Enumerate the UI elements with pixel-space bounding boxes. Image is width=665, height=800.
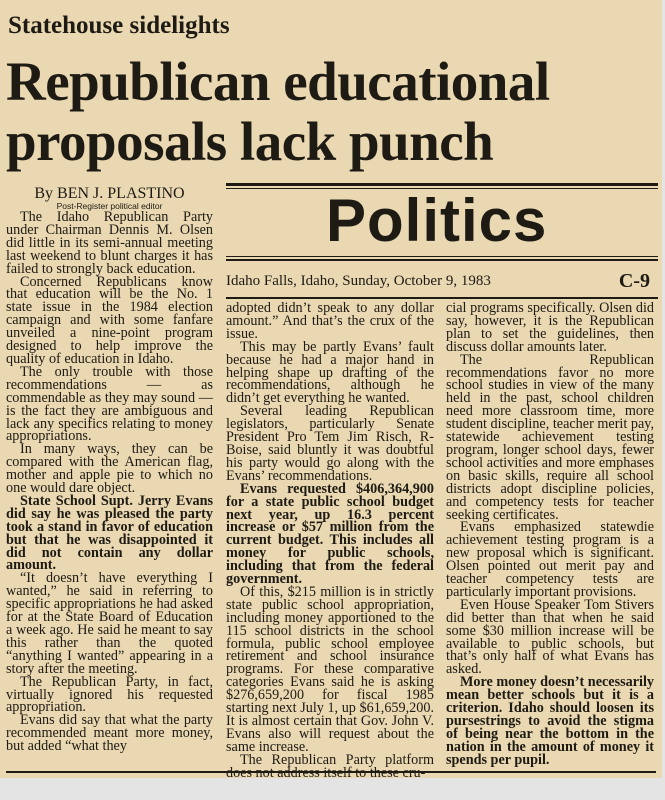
section-title: Politics <box>326 187 548 254</box>
paragraph: The Republican Party, in fact, virtually ignored his requested appropriation. <box>6 673 213 716</box>
divider <box>226 256 658 257</box>
paragraph: Of this, $215 million is in strictly state public school appropriation, including money apportioned to the 115 school districts in the school formula, public school employee retirement and school insurance programs. For these comparative categories Evans said he is asking $276,659,200 for fiscal 1985 starting next July 1, up $61,659,200. It is almost certain that Gov. John V. Evans also will request about the same increase. <box>226 583 434 755</box>
paragraph: In many ways, they can be compared with the American flag, mother and apple pie to which no one would dare object. <box>6 441 213 497</box>
paragraph: The Idaho Republican Party under Chairman Dennis M. Olsen did little in its semi-annual meeting last weekend to blunt charges it has failed to strongly back education. <box>6 209 213 277</box>
kicker: Statehouse sidelights <box>8 12 230 39</box>
headline-line: proposals lack punch <box>6 111 494 172</box>
headline-line: Republican educational <box>6 51 550 112</box>
dateline: Idaho Falls, Idaho, Sunday, October 9, 1983 <box>226 273 491 289</box>
paragraph: State School Supt. Jerry Evans did say he was pleased the party took a stand in favor of education but that he was disappointed it did not contain any dollar amount. <box>6 492 213 574</box>
paragraph: The Republican recommendations favor no more school studies in view of the many held in the past, school children need more classroom time, more student discipline, teacher merit pay, statewide achievement testing program, longer school days, fewer school activities and more emphases on basic skills, require all school districts adopt discipline policies, and competency tests for teacher seeking certificates. <box>446 351 654 523</box>
paragraph: Evans emphasized statewdie achievement testing program is a new proposal which is significant. Olsen pointed out merit pay and teacher competency tests are particularly important provisions. <box>446 519 654 600</box>
paragraph: Evans requested $406,364,900 for a state public school budget next year, up 16.3 percent increase or $57 million from the current budget. This includes all money for public schools, including that from the federal government. <box>226 480 434 588</box>
column-2 <box>226 302 434 780</box>
paragraph: This may be partly Evans’ fault because he had a major hand in helping shape up drafting of the recommendations, although he didn’t get everything he wanted. <box>226 338 434 407</box>
paragraph: cial programs specifically. Olsen did say, however, it is the Republican plan to set the guidelines, then discuss dollar amounts later. <box>446 300 654 355</box>
paragraph: Even House Speaker Tom Stivers did better than that when he said some $30 million increase will be available to public schools, but that’s only half of what Evans has asked. <box>446 596 654 678</box>
paragraph: Evans did say that what the party recommended meant more money, but added “what they <box>6 712 213 755</box>
paragraph: The only trouble with those recommendations — as commendable as they may sound — is the fact they are ambiguous and lack any specifics relating to money appropriations. <box>6 363 213 445</box>
paragraph: The Republican Party platform <box>240 751 434 768</box>
paragraph: adopted didn’t speak to any dollar amount.” And that’s the crux of the issue. <box>226 300 434 342</box>
bottom-rule <box>6 771 656 773</box>
divider <box>226 259 658 261</box>
divider <box>226 297 658 299</box>
paragraph: More money doesn’t necessarily mean better schools but it is a criterion. Idaho should loosen its pursestrings to avoid the stigma of being near the bottom in the nation in the amount of money it spends per pupil. <box>446 674 654 768</box>
paragraph: “It doesn’t have everything I wanted,” he said in referring to specific appropriations he had asked for at the State Board of Education a week ago. He said he meant to say this rather than the quoted “anything I wanted” appearing in a story after the meeting. <box>6 570 213 677</box>
column-1 <box>6 186 213 753</box>
headline <box>6 52 550 172</box>
byline: By BEN J. PLASTINO <box>34 185 185 202</box>
byline-credit: Post-Register political editor <box>56 201 163 211</box>
paragraph: Concerned Republicans know that education will be the No. 1 state issue in the 1984 election campaign and with some fanfare unveiled a nine-point program designed to help improve the quality of education in Idaho. <box>6 273 213 367</box>
column-3 <box>446 302 654 767</box>
paragraph: Several leading Republican legislators, particularly Senate President Pro Tem Jim Risch, R-Boise, said bluntly it was doubtful his party would go along with the Evans’ recommendations. <box>226 403 434 484</box>
page-number: C-9 <box>618 270 650 292</box>
